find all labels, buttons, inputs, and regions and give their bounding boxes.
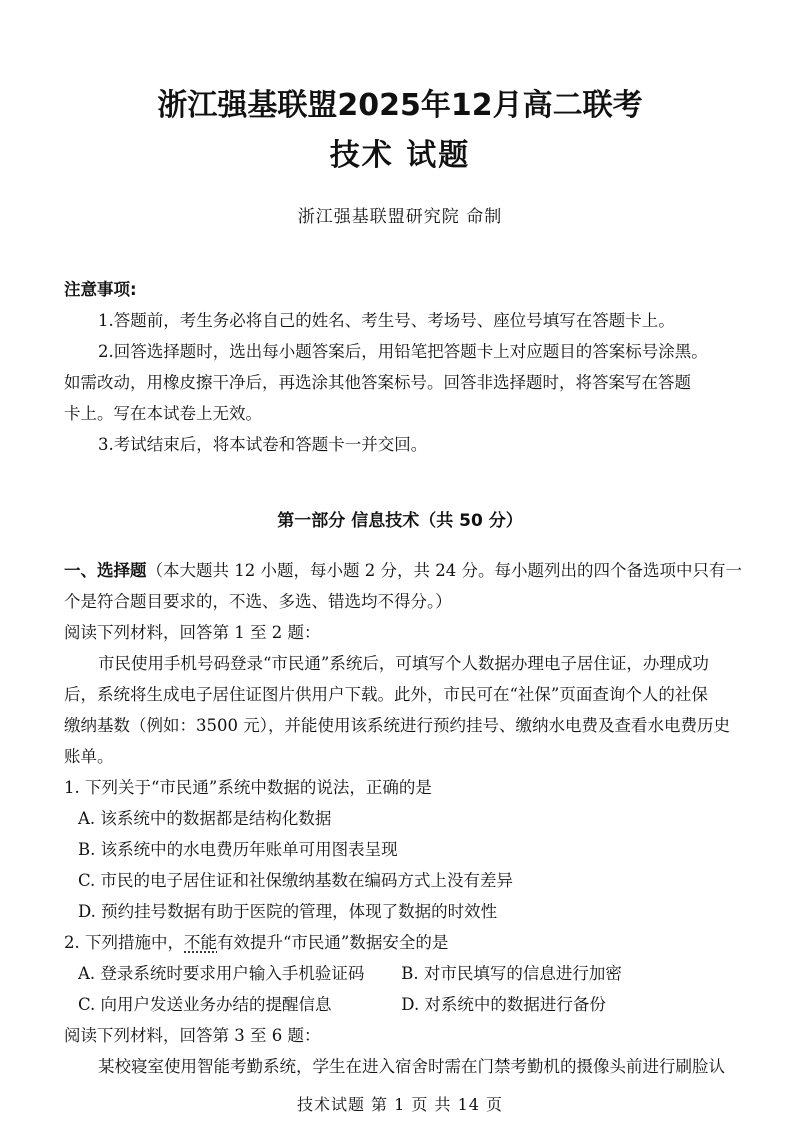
question-2-options-row-1 [64,958,754,989]
question-2-option-d: D. 对系统中的数据进行备份 [401,995,606,1014]
question-2-stem-pre: 2. 下列措施中， [64,933,184,952]
question-block [64,555,754,1082]
material-1-line-4: 账单。 [64,747,114,766]
material-1-line-2: 后，系统将生成电子居住证图片供用户下载。此外，市民可在“社保”页面查询个人的社保 [64,685,708,704]
exam-title: 浙江强基联盟2025年12月高二联考 [157,88,643,123]
reading-prompt-1: 阅读下列材料，回答第 1 至 2 题： [64,623,321,642]
notice-item-2: 2.回答选择题时，选出每小题答案后，用铅笔把答题卡上对应题目的答案标号涂黑。 [98,342,708,361]
section-label: 一、选择题 [64,561,147,580]
question-1-option-d: D. 预约挂号数据有助于医院的管理，体现了数据的时效性 [78,902,498,921]
question-1-stem: 1. 下列关于“市民通”系统中数据的说法，正确的是 [64,778,432,797]
question-2-option-b: B. 对市民填写的信息进行加密 [401,964,622,983]
question-2-stem-post: 有效提升“市民通”数据安全的是 [217,933,449,952]
notice-item-1: 1.答题前，考生务必将自己的姓名、考生号、考场号、座位号填写在答题卡上。 [98,311,675,330]
notice-block [64,274,754,460]
page-footer: 技术试题 第 1 页 共 14 页 [296,1095,504,1114]
section-desc: （本大题共 12 小题，每小题 2 分，共 24 分。每小题列出的四个备选项中只有一 [146,561,742,580]
section-instructions [64,555,754,586]
notice-heading: 注意事项: [64,280,137,299]
notice-item-3: 3.考试结束后，将本试卷和答题卡一并交回。 [98,435,428,454]
reading-prompt-2: 阅读下列材料，回答第 3 至 6 题： [64,1026,321,1045]
question-1-option-b: B. 该系统中的水电费历年账单可用图表呈现 [78,840,398,859]
notice-item-2-end: 卡上。写在本试卷上无效。 [64,404,262,423]
section-desc-cont: 个是符合题目要求的，不选、多选、错选均不得分。） [64,592,452,611]
exam-subject-title: 技术 试题 [329,138,471,173]
question-2-stem [64,927,754,958]
question-2-emphasis: 不能 [184,933,217,952]
question-2-options-row-2 [64,989,754,1020]
material-1-line-3: 缴纳基数（例如：3500 元），并能使用该系统进行预约挂号、缴纳水电费及查看水电费历史 [64,716,730,735]
part-title: 第一部分 信息技术（共 50 分） [277,511,523,531]
organizer-line: 浙江强基联盟研究院 命制 [297,207,503,227]
question-1-option-a: A. 该系统中的数据都是结构化数据 [78,809,332,828]
question-2-option-c: C. 向用户发送业务办结的提醒信息 [78,995,332,1014]
question-2-option-a: A. 登录系统时要求用户输入手机验证码 [78,964,365,983]
question-1-option-c: C. 市民的电子居住证和社保缴纳基数在编码方式上没有差异 [78,871,514,890]
material-1-line-1: 市民使用手机号码登录“市民通”系统后，可填写个人数据办理电子居住证，办理成功 [98,654,709,673]
material-2-line-1: 某校寝室使用智能考勤系统，学生在进入宿舍时需在门禁考勤机的摄像头前进行刷脸认 [98,1057,725,1076]
notice-item-2-cont: 如需改动，用橡皮擦干净后，再选涂其他答案标号。回答非选择题时，将答案写在答题 [64,373,691,392]
